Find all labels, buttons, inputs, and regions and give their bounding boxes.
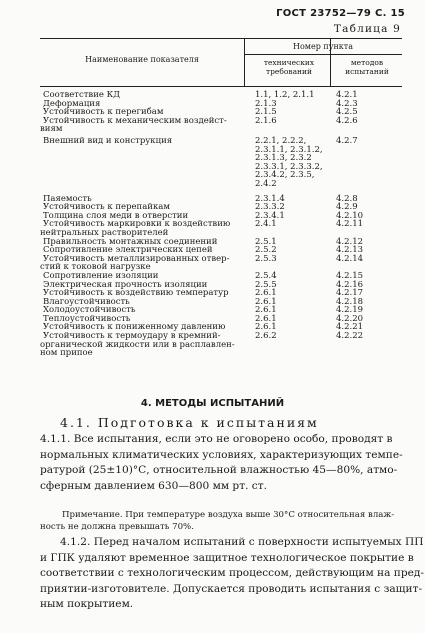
row-name-line: Сопротивление изоляции	[43, 270, 159, 281]
row-method-ref-line: 4.2.16	[336, 279, 364, 290]
note-line: ность не должна превышать 70%.	[40, 522, 194, 532]
row-method-ref	[336, 332, 386, 341]
row-method-ref-line: 4.2.22	[336, 331, 364, 342]
row-name-line: стий к токовой нагрузке	[40, 262, 151, 273]
row-tech-ref-line: 2.6.2	[255, 331, 277, 342]
row-tech-ref-line: 2.1.6	[255, 115, 277, 126]
row-method-ref-line: 4.2.5	[336, 107, 358, 118]
column-header-tech	[250, 58, 328, 76]
row-name-line: Электрическая прочность изоляции	[43, 279, 208, 290]
row-method-ref-line: 4.2.7	[336, 135, 358, 146]
row-name-line: Соответствие КД	[43, 90, 121, 100]
row-tech-ref-line: 2.5.4	[255, 270, 277, 281]
row-name-line: ном припое	[40, 348, 93, 359]
row-name-line: Устойчивость к воздействию температур	[43, 288, 229, 299]
row-name-line: Устойчивость металлизированных отвер-	[43, 253, 230, 264]
column-header-name: Наименование показателя	[85, 55, 199, 64]
row-tech-ref-line: 2.6.1	[255, 322, 277, 333]
note-line: Примечание. При температуре воздуха выше 30°С относительная влаж-	[62, 510, 395, 520]
row-name-line: Правильность монтажных соединений	[43, 236, 218, 247]
row-tech-ref	[255, 255, 335, 264]
paragraph-line: приятии-изготовителе. Допускается проводить испытания с защит-	[40, 582, 423, 595]
paragraph-line: 4.1.2. Перед началом испытаний с поверхности испытуемых ПП	[60, 536, 424, 548]
row-tech-ref-line: 2.6.1	[255, 305, 277, 316]
row-tech-ref-line: 2.5.3	[255, 253, 277, 264]
table-body	[0, 91, 425, 358]
row-tech-ref-line: 2.4.1	[255, 219, 277, 230]
row-tech-ref-line: 2.3.4.2, 2.3.5,	[255, 170, 315, 181]
row-name-line: Толщина слоя меди в отверстии	[43, 210, 189, 221]
row-name	[43, 137, 253, 146]
row-tech-ref-line: 2.3.3.2	[255, 202, 285, 213]
row-name-line: Теплоустойчивость	[43, 313, 131, 324]
row-tech-ref-line: 2.3.4.1	[255, 210, 285, 221]
row-tech-ref-line: 2.3.1.4	[255, 193, 285, 204]
table-row	[0, 332, 425, 358]
paragraph-line: 4.1.1. Все испытания, если это не оговорено особо, проводят в	[40, 433, 393, 445]
row-method-ref-line: 4.2.3	[336, 98, 358, 109]
column-header-number: Номер пункта	[293, 42, 353, 51]
row-tech-ref-line: 2.3.1.3, 2.3.2	[255, 153, 312, 164]
paragraph-line: соответствии с технологическим процессом, действующим на пред-	[40, 567, 425, 580]
paragraph-line: сферным давлением 630—800 мм рт. ст.	[40, 479, 267, 492]
row-name-line: Устойчивость к перегибам	[43, 107, 164, 118]
row-method-ref	[336, 220, 386, 229]
row-name-line: Деформация	[43, 98, 101, 109]
row-name-line: виям	[40, 124, 63, 135]
row-method-ref-line: 4.2.19	[336, 305, 364, 316]
row-name-line: Паяемость	[43, 193, 92, 204]
row-method-ref-line: 4.2.8	[336, 193, 358, 204]
table-row	[0, 137, 425, 195]
paragraph-line: ным покрытием.	[40, 598, 134, 611]
row-method-ref-line: 4.2.11	[336, 219, 364, 230]
row-method-ref-line: 4.2.10	[336, 210, 364, 221]
paragraph-line: и ГПК удаляют временное защитное технологическое покрытие в	[40, 551, 414, 564]
row-method-ref-line: 4.2.1	[336, 90, 358, 100]
row-name-line: Устойчивость к термоудару в кремний-	[43, 331, 221, 342]
table-divider	[244, 54, 402, 55]
section-title: 4. МЕТОДЫ ИСПЫТАНИЙ	[140, 398, 285, 409]
column-header-methods-line: методов	[350, 58, 384, 67]
row-method-ref-line: 4.2.17	[336, 288, 364, 299]
row-method-ref-line: 4.2.6	[336, 115, 358, 126]
note	[40, 509, 416, 533]
row-method-ref-line: 4.2.18	[336, 296, 364, 307]
row-method-ref-line: 4.2.14	[336, 253, 364, 264]
paragraph-line: ратурой (25±10)°С, относительной влажностью 45—80%, атмо-	[40, 464, 398, 477]
row-tech-ref	[255, 220, 335, 229]
table-header	[40, 38, 402, 87]
table-row	[0, 117, 425, 137]
row-tech-ref-line: 1.1, 1.2, 2.1.1	[255, 90, 315, 100]
column-header-methods-line: испытаний	[345, 67, 389, 76]
row-tech-ref-line: 2.3.1.1, 2.3.1.2,	[255, 144, 323, 155]
row-tech-ref-line: 2.4.2	[255, 178, 277, 189]
row-tech-ref-line: 2.1.5	[255, 107, 277, 118]
row-tech-ref-line: 2.6.1	[255, 288, 277, 299]
row-name	[40, 115, 253, 135]
row-method-ref	[336, 255, 386, 264]
paragraph-line: нормальных климатических условиях, характеризующих темпе-	[40, 448, 403, 461]
row-name-line: органической жидкости или в расплавлен-	[40, 339, 235, 350]
row-tech-ref-line: 2.6.1	[255, 296, 277, 307]
row-name-line: Устойчивость к пониженному давлению	[43, 322, 226, 333]
row-name-line: Холодоустойчивость	[43, 305, 136, 316]
row-name	[40, 219, 253, 238]
row-tech-ref-line: 2.5.5	[255, 279, 277, 290]
row-method-ref	[336, 137, 386, 146]
row-name-line: Устойчивость маркировки к воздействию	[43, 219, 231, 230]
column-header-methods	[332, 58, 402, 76]
row-name	[40, 253, 253, 273]
paragraph-4-1-1	[40, 432, 416, 494]
row-tech-ref-line: 2.5.1	[255, 236, 277, 247]
row-tech-ref	[255, 137, 335, 189]
row-method-ref-line: 4.2.13	[336, 245, 364, 256]
paragraph-4-1-2	[40, 535, 425, 613]
row-name-line: Устойчивость к механическим воздейст-	[43, 115, 227, 126]
row-tech-ref-line: 2.6.1	[255, 313, 277, 324]
row-name-line: Сопротивление электрических цепей	[43, 245, 213, 256]
row-tech-ref	[255, 332, 335, 341]
column-header-tech-line: требований	[265, 67, 313, 76]
row-method-ref-line: 4.2.21	[336, 322, 364, 333]
row-name-line: Внешний вид и конструкция	[43, 135, 173, 146]
row-name	[40, 331, 253, 359]
row-name-line: Влагоустойчивость	[43, 296, 130, 307]
row-name-line: Устойчивость к перепайкам	[43, 202, 170, 213]
row-tech-ref-line: 2.1.3	[255, 98, 277, 109]
row-tech-ref-line: 2.3.3.1, 2.3.3.2,	[255, 161, 323, 172]
row-tech-ref-line: 2.2.1, 2.2.2,	[255, 135, 307, 146]
row-method-ref-line: 4.2.12	[336, 236, 364, 247]
row-method-ref-line: 4.2.20	[336, 313, 364, 324]
row-tech-ref-line: 2.5.2	[255, 245, 277, 256]
column-header-tech-line: технических	[263, 58, 315, 67]
row-method-ref	[336, 117, 386, 126]
page-header: ГОСТ 23752—79 С. 15	[276, 8, 405, 19]
table-row	[0, 220, 425, 237]
row-name-line: нейтральных растворителей	[40, 227, 169, 238]
table-row	[0, 255, 425, 272]
row-method-ref-line: 4.2.9	[336, 202, 358, 213]
subsection-title: 4.1. Подготовка к испытаниям	[60, 415, 319, 430]
table-title: Таблица 9	[333, 23, 401, 35]
row-tech-ref	[255, 117, 335, 126]
row-method-ref-line: 4.2.15	[336, 270, 364, 281]
